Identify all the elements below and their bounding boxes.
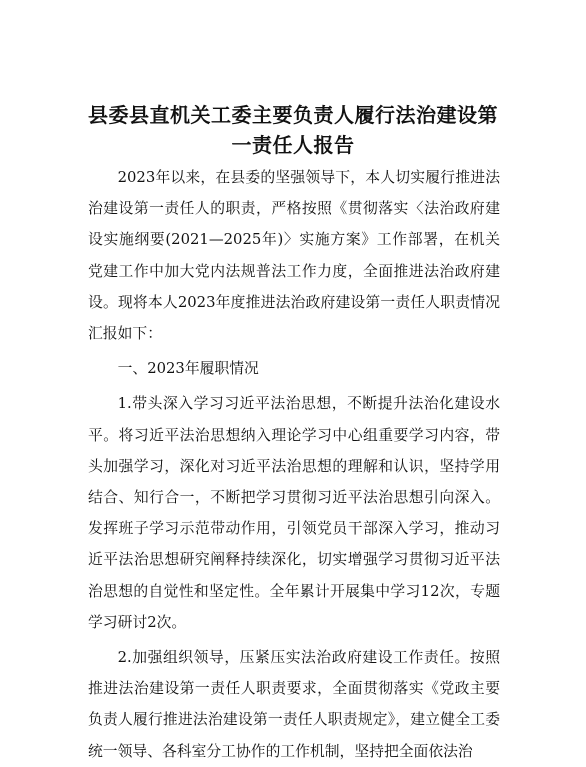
section-heading: 一、2023年履职情况 (117, 360, 259, 378)
document-title: 县委县直机关工委主要负责人履行法治建设第一责任人报告 (88, 103, 498, 157)
intro-paragraph: 2023年以来，在县委的坚强领导下，本人切实履行推进法治建设第一责任人的职责，严格按照《贯彻落实〈法治政府建设实施纲要(2021—2025年)〉实施方案》工作部署，在机关党建工作中加大党内法规普法工作力度，全面推进法治政府建设。现将本人2023年度推进法治政府建设第一责任人职责情况汇报如下： (88, 169, 500, 343)
document-body (88, 162, 500, 767)
item-paragraph-1: 1.带头深入学习习近平法治思想，不断提升法治化建设水平。将习近平法治思想纳入理论学习中心组重要学习内容，带头加强学习，深化对习近平法治思想的理解和认识，坚持学用结合、知行合一，不断把学习贯彻习近平法治思想引向深入。发挥班子学习示范带动作用，引领党员干部深入学习，推动习近平法治思想研究阐释持续深化，切实增强学习贯彻习近平法治思想的自觉性和坚定性。全年累计开展集中学习12次，专题学习研讨2次。 (88, 395, 500, 631)
item-paragraph-2: 2.加强组织领导，压紧压实法治政府建设工作责任。按照推进法治建设第一责任人职责要求，全面贯彻落实《党政主要负责人履行推进法治建设第一责任人职责规定》，建立健全工委统一领导、各科室分工协作的工作机制，坚持把全面依法治 (88, 649, 500, 760)
